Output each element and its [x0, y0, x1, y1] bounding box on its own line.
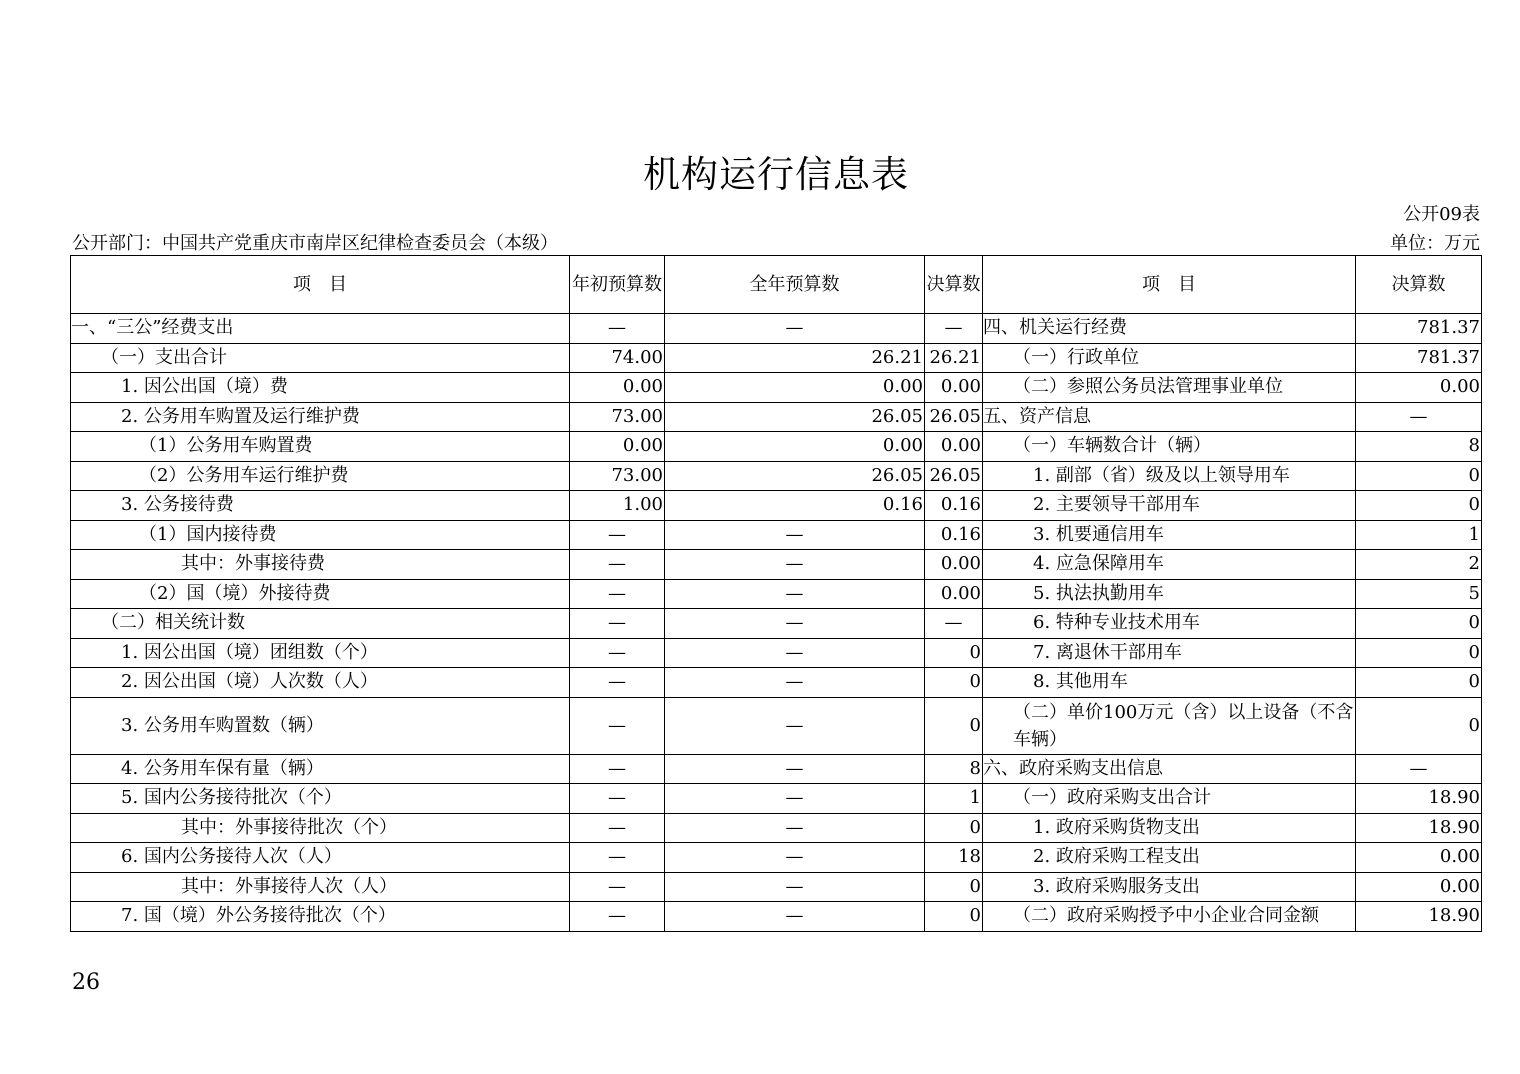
row-item-right: 6. 特种专业技术用车	[983, 609, 1356, 639]
row-final-left: 0.00	[925, 550, 983, 580]
row-item-left: 1. 因公出国（境）费	[71, 373, 570, 403]
row-final-left: 0.16	[925, 520, 983, 550]
row-item-left: 6. 国内公务接待人次（人）	[71, 843, 570, 873]
row-item-left: （1）公务用车购置费	[71, 432, 570, 462]
row-annual-budget: 0.00	[665, 373, 925, 403]
row-final-left: —	[925, 314, 983, 344]
table-row	[71, 314, 1482, 344]
row-annual-budget: —	[665, 754, 925, 784]
row-annual-budget: 0.16	[665, 491, 925, 521]
row-annual-budget: —	[665, 579, 925, 609]
row-initial-budget: 0.00	[570, 373, 665, 403]
row-initial-budget: 1.00	[570, 491, 665, 521]
row-item-right: （一）车辆数合计（辆）	[983, 432, 1356, 462]
table-row	[71, 343, 1482, 373]
row-final-left: 1	[925, 784, 983, 814]
row-final-left: 26.05	[925, 402, 983, 432]
row-item-right: 2. 政府采购工程支出	[983, 843, 1356, 873]
table-row	[71, 609, 1482, 639]
table-row	[71, 872, 1482, 902]
row-item-right: 3. 机要通信用车	[983, 520, 1356, 550]
row-initial-budget: 0.00	[570, 432, 665, 462]
row-initial-budget: —	[570, 902, 665, 932]
row-final-right: 8	[1356, 432, 1482, 462]
row-item-right: 1. 副部（省）级及以上领导用车	[983, 461, 1356, 491]
row-initial-budget: —	[570, 638, 665, 668]
row-annual-budget: —	[665, 668, 925, 698]
row-item-right: 8. 其他用车	[983, 668, 1356, 698]
row-item-right: 1. 政府采购货物支出	[983, 813, 1356, 843]
row-final-left: 0	[925, 813, 983, 843]
table-row	[71, 638, 1482, 668]
row-item-left: 3. 公务用车购置数（辆）	[71, 697, 570, 754]
row-final-right: 0	[1356, 609, 1482, 639]
row-initial-budget: —	[570, 754, 665, 784]
row-annual-budget: —	[665, 872, 925, 902]
header-final-left: 决算数	[925, 256, 983, 314]
row-final-left: 0.16	[925, 491, 983, 521]
row-item-right: 7. 离退休干部用车	[983, 638, 1356, 668]
row-annual-budget: —	[665, 813, 925, 843]
row-final-left: 0	[925, 902, 983, 932]
table-row	[71, 491, 1482, 521]
table-row	[71, 784, 1482, 814]
table-row	[71, 432, 1482, 462]
row-final-right: 0	[1356, 638, 1482, 668]
row-initial-budget: —	[570, 520, 665, 550]
row-item-left: 3. 公务接待费	[71, 491, 570, 521]
row-item-right: （二）参照公务员法管理事业单位	[983, 373, 1356, 403]
header-annual-budget: 全年预算数	[665, 256, 925, 314]
table-row	[71, 520, 1482, 550]
row-final-right: 5	[1356, 579, 1482, 609]
row-final-right: 18.90	[1356, 784, 1482, 814]
row-item-left: （2）国（境）外接待费	[71, 579, 570, 609]
info-table	[70, 255, 1482, 932]
row-final-right: 18.90	[1356, 902, 1482, 932]
row-annual-budget: —	[665, 784, 925, 814]
row-item-right: 五、资产信息	[983, 402, 1356, 432]
row-final-left: 8	[925, 754, 983, 784]
row-item-left: （二）相关统计数	[71, 609, 570, 639]
row-item-right: 六、政府采购支出信息	[983, 754, 1356, 784]
header-item-left: 项 目	[71, 256, 570, 314]
row-item-left: 其中：外事接待费	[71, 550, 570, 580]
row-annual-budget: —	[665, 843, 925, 873]
row-final-left: 18	[925, 843, 983, 873]
row-final-right: 1	[1356, 520, 1482, 550]
row-final-left: 0.00	[925, 432, 983, 462]
row-initial-budget: 74.00	[570, 343, 665, 373]
row-final-right: —	[1356, 754, 1482, 784]
row-item-left: （2）公务用车运行维护费	[71, 461, 570, 491]
row-annual-budget: —	[665, 550, 925, 580]
row-final-right: 0.00	[1356, 872, 1482, 902]
row-final-left: 0.00	[925, 579, 983, 609]
table-row	[71, 579, 1482, 609]
row-item-left: 7. 国（境）外公务接待批次（个）	[71, 902, 570, 932]
row-annual-budget: —	[665, 902, 925, 932]
row-item-right: 3. 政府采购服务支出	[983, 872, 1356, 902]
row-annual-budget: 26.05	[665, 402, 925, 432]
row-annual-budget: —	[665, 314, 925, 344]
row-final-right: 0	[1356, 461, 1482, 491]
row-final-right: 0.00	[1356, 843, 1482, 873]
row-final-right: 0	[1356, 668, 1482, 698]
table-row	[71, 461, 1482, 491]
row-initial-budget: —	[570, 668, 665, 698]
row-annual-budget: 26.05	[665, 461, 925, 491]
row-final-right: 781.37	[1356, 343, 1482, 373]
row-item-right: （一）政府采购支出合计	[983, 784, 1356, 814]
header-final-right: 决算数	[1356, 256, 1482, 314]
row-initial-budget: —	[570, 872, 665, 902]
row-initial-budget: —	[570, 609, 665, 639]
row-annual-budget: —	[665, 638, 925, 668]
row-final-left: —	[925, 609, 983, 639]
row-final-left: 0.00	[925, 373, 983, 403]
row-final-right: 0	[1356, 697, 1482, 754]
row-annual-budget: —	[665, 609, 925, 639]
row-item-left: 5. 国内公务接待批次（个）	[71, 784, 570, 814]
row-initial-budget: —	[570, 579, 665, 609]
row-final-left: 0	[925, 697, 983, 754]
page-title: 机构运行信息表	[643, 153, 909, 196]
row-initial-budget: —	[570, 784, 665, 814]
row-initial-budget: —	[570, 843, 665, 873]
row-initial-budget: —	[570, 550, 665, 580]
table-row	[71, 754, 1482, 784]
row-item-right: 4. 应急保障用车	[983, 550, 1356, 580]
row-annual-budget: 0.00	[665, 432, 925, 462]
row-annual-budget: 26.21	[665, 343, 925, 373]
row-final-left: 0	[925, 872, 983, 902]
row-initial-budget: —	[570, 697, 665, 754]
row-final-left: 26.21	[925, 343, 983, 373]
row-item-right: （一）行政单位	[983, 343, 1356, 373]
row-item-right: （二）政府采购授予中小企业合同金额	[983, 902, 1356, 932]
row-final-left: 26.05	[925, 461, 983, 491]
row-item-left: （1）国内接待费	[71, 520, 570, 550]
table-row	[71, 902, 1482, 932]
header-initial-budget: 年初预算数	[570, 256, 665, 314]
row-final-right: 0	[1356, 491, 1482, 521]
row-item-left: 其中：外事接待批次（个）	[71, 813, 570, 843]
department-label: 公开部门：中国共产党重庆市南岸区纪律检查委员会（本级）	[72, 233, 558, 254]
row-final-right: 781.37	[1356, 314, 1482, 344]
table-header-row	[71, 256, 1482, 314]
row-initial-budget: 73.00	[570, 402, 665, 432]
header-item-right: 项 目	[983, 256, 1356, 314]
table-row	[71, 402, 1482, 432]
table-row	[71, 843, 1482, 873]
row-item-right: 5. 执法执勤用车	[983, 579, 1356, 609]
row-final-right: —	[1356, 402, 1482, 432]
row-final-right: 2	[1356, 550, 1482, 580]
form-number: 公开09表	[1403, 204, 1480, 225]
row-item-left: 2. 因公出国（境）人次数（人）	[71, 668, 570, 698]
row-item-right: （二）单价100万元（含）以上设备（不含车辆）	[983, 697, 1356, 754]
row-item-right: 2. 主要领导干部用车	[983, 491, 1356, 521]
table-row	[71, 550, 1482, 580]
row-final-right: 18.90	[1356, 813, 1482, 843]
row-initial-budget: —	[570, 813, 665, 843]
row-item-left: 其中：外事接待人次（人）	[71, 872, 570, 902]
table-row	[71, 373, 1482, 403]
row-final-left: 0	[925, 638, 983, 668]
row-initial-budget: —	[570, 314, 665, 344]
row-initial-budget: 73.00	[570, 461, 665, 491]
row-item-left: 4. 公务用车保有量（辆）	[71, 754, 570, 784]
table-row	[71, 668, 1482, 698]
unit-label: 单位：万元	[1390, 233, 1480, 254]
row-item-left: 2. 公务用车购置及运行维护费	[71, 402, 570, 432]
row-annual-budget: —	[665, 520, 925, 550]
row-item-left: 一、“三公”经费支出	[71, 314, 570, 344]
table-row	[71, 697, 1482, 754]
table-body	[71, 314, 1482, 932]
row-item-right: 四、机关运行经费	[983, 314, 1356, 344]
page-number: 26	[72, 970, 100, 995]
table-row	[71, 813, 1482, 843]
row-final-left: 0	[925, 668, 983, 698]
row-item-left: 1. 因公出国（境）团组数（个）	[71, 638, 570, 668]
row-item-left: （一）支出合计	[71, 343, 570, 373]
row-final-right: 0.00	[1356, 373, 1482, 403]
row-annual-budget: —	[665, 697, 925, 754]
